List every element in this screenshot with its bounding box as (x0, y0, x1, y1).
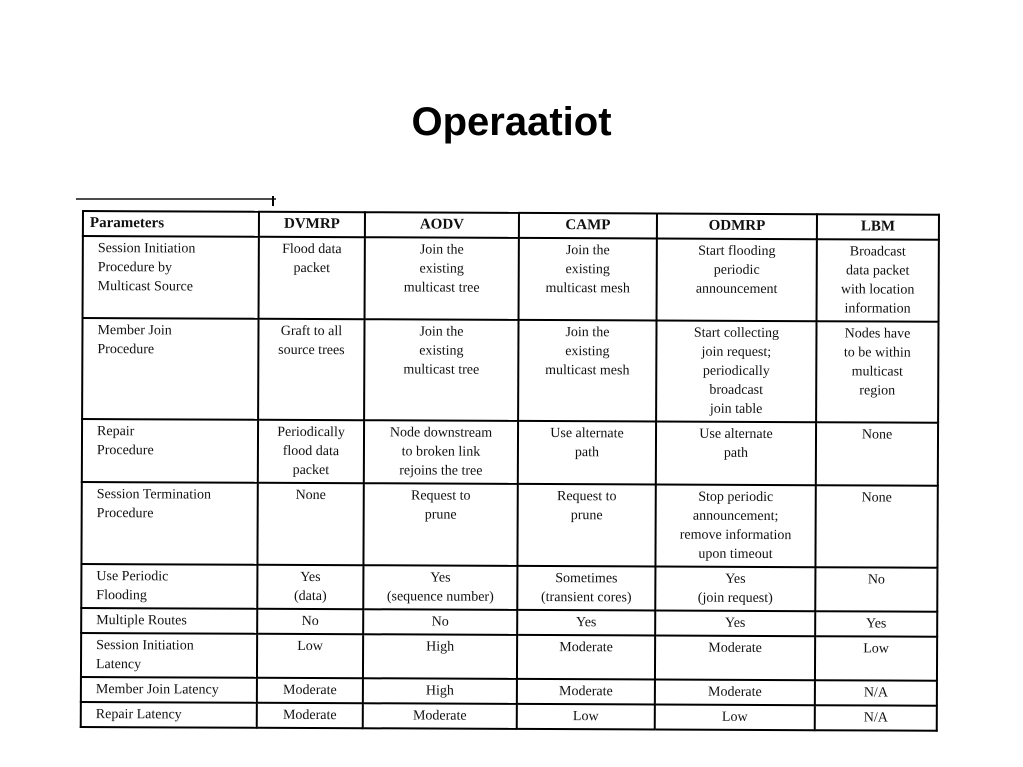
table-row (82, 318, 938, 423)
cell-line: Low (721, 709, 748, 725)
cell-line: broadcast (709, 382, 764, 398)
parameter-line: Session Termination (96, 487, 212, 503)
cell-aodv (363, 678, 517, 704)
table-row (81, 564, 937, 612)
cell-line: No (431, 614, 449, 630)
cell-line: join table (709, 401, 763, 417)
cell-line: Low (572, 709, 599, 725)
header-dvmrp: DVMRP (259, 212, 365, 237)
cell-line: rejoins the tree (399, 463, 483, 479)
header-parameters: Parameters (83, 211, 259, 237)
cell-line: Moderate (708, 640, 762, 656)
cell-line: Join the (419, 242, 464, 258)
parameter-line: Repair (97, 424, 135, 440)
cell-aodv (364, 319, 518, 421)
cell-line: packet (292, 462, 330, 479)
scan-artifact-tick (272, 196, 274, 206)
cell-dvmrp (257, 703, 363, 728)
table-row (81, 633, 937, 681)
parameter-line: Session Initiation (97, 241, 196, 257)
cell-line: multicast tree (403, 362, 480, 378)
header-odmrp: ODMRP (657, 214, 817, 240)
cell-line: Broadcast (849, 244, 906, 260)
cell-line: join request; (701, 344, 772, 361)
header-camp: CAMP (519, 213, 657, 239)
cell-line: Nodes have (844, 326, 911, 342)
parameter-line: Session Initiation (96, 638, 194, 654)
cell-line: Start collecting (693, 325, 780, 342)
cell-line: Use alternate (550, 426, 624, 442)
cell-lbm (815, 485, 937, 568)
parameter-line: Procedure by (97, 260, 173, 276)
parameter-line: Repair Latency (95, 707, 182, 723)
cell-line: to broken link (401, 444, 481, 460)
cell-line: Request to (410, 488, 471, 504)
cell-line: Flood data (282, 241, 342, 258)
cell-line: prune (424, 507, 457, 523)
cell-line: Moderate (559, 684, 613, 700)
parameter-line: Procedure (96, 506, 154, 522)
cell-line: Yes (725, 571, 746, 587)
cell-camp (518, 320, 656, 422)
cell-lbm (817, 239, 939, 322)
cell-lbm (815, 705, 937, 731)
cell-dvmrp (257, 678, 363, 703)
cell-dvmrp (257, 609, 363, 634)
cell-line: Sometimes (555, 571, 618, 587)
cell-line: N/A (863, 710, 888, 726)
row-parameter (81, 564, 257, 609)
cell-line: Low (863, 641, 889, 657)
cell-dvmrp (258, 319, 364, 420)
header-row (83, 211, 939, 240)
parameter-line: Procedure (96, 443, 154, 459)
parameter-line: Procedure (97, 342, 155, 358)
row-parameter (81, 702, 257, 728)
cell-line: upon timeout (698, 546, 773, 563)
table-row (81, 702, 937, 731)
cell-camp (517, 635, 655, 680)
cell-line: High (425, 683, 454, 699)
cell-line: Moderate (559, 640, 613, 656)
cell-odmrp (655, 485, 815, 568)
parameter-line: Latency (95, 657, 142, 673)
cell-aodv (363, 565, 517, 610)
cell-line: None (861, 490, 892, 506)
cell-line: information (844, 301, 911, 317)
cell-line: Graft to all (280, 323, 343, 340)
table-row (83, 236, 939, 322)
table-row (81, 608, 937, 637)
cell-line: to be within (843, 345, 911, 361)
cell-line: Yes (300, 569, 321, 586)
cell-line: prune (570, 508, 603, 524)
cell-lbm (816, 321, 938, 423)
cell-line: existing (419, 261, 464, 277)
header-lbm: LBM (817, 214, 939, 240)
cell-camp (517, 610, 655, 636)
cell-line: Stop periodic (698, 489, 774, 506)
cell-camp (518, 421, 656, 485)
cell-line: with location (840, 282, 915, 298)
cell-line: packet (293, 260, 331, 277)
cell-lbm (815, 611, 937, 637)
cell-line: None (861, 427, 893, 443)
cell-aodv (363, 609, 517, 635)
cell-line: Start flooding (698, 243, 776, 260)
cell-aodv (363, 634, 517, 679)
cell-line: path (723, 445, 749, 461)
cell-line: Node downstream (389, 425, 493, 441)
parameter-line: Multiple Routes (96, 613, 187, 629)
cell-line: Low (297, 638, 323, 655)
cell-odmrp (656, 321, 816, 423)
cell-dvmrp (257, 634, 363, 678)
parameter-line: Member Join (97, 323, 172, 339)
parameter-line: Use Periodic (96, 569, 169, 585)
cell-dvmrp (258, 420, 364, 483)
cell-aodv (363, 703, 517, 729)
row-parameter (81, 633, 257, 678)
cell-camp (519, 238, 657, 321)
cell-lbm (815, 680, 937, 706)
cell-line: Moderate (412, 708, 467, 724)
cell-line: N/A (863, 685, 888, 701)
cell-line: (data) (293, 588, 327, 605)
cell-line: Yes (865, 616, 887, 632)
cell-line: Join the (565, 243, 610, 259)
parameter-line: Flooding (96, 588, 147, 604)
cell-line: path (574, 445, 600, 461)
cell-line: None (295, 487, 326, 504)
cell-camp (517, 484, 655, 567)
cell-line: Yes (430, 570, 451, 586)
parameter-line: Member Join Latency (95, 682, 219, 698)
row-parameter (82, 318, 258, 420)
cell-line: flood data (282, 443, 340, 460)
cell-camp (517, 704, 655, 730)
cell-line: source trees (278, 342, 345, 359)
cell-lbm (816, 422, 938, 486)
header-aodv: AODV (365, 212, 519, 238)
cell-camp (517, 566, 655, 611)
cell-line: existing (565, 262, 610, 278)
cell-line: Yes (575, 615, 597, 631)
cell-odmrp (656, 422, 816, 486)
cell-lbm (815, 567, 937, 612)
cell-line: No (867, 572, 885, 588)
cell-line: multicast mesh (545, 281, 630, 297)
row-parameter (82, 419, 258, 483)
cell-line: Use alternate (699, 426, 773, 443)
cell-line: existing (565, 344, 610, 360)
cell-dvmrp (257, 565, 363, 609)
comparison-table (80, 210, 940, 732)
row-parameter (81, 677, 257, 703)
cell-camp (517, 679, 655, 705)
parameter-line: Multicast Source (97, 279, 193, 295)
table-row (81, 677, 937, 706)
row-parameter (81, 608, 257, 634)
cell-odmrp (655, 636, 815, 681)
cell-line: Yes (724, 615, 746, 631)
cell-dvmrp (259, 237, 365, 319)
cell-line: existing (419, 343, 464, 359)
cell-line: periodic (713, 262, 760, 278)
cell-line: No (301, 613, 319, 630)
cell-line: Request to (556, 489, 617, 505)
cell-odmrp (657, 239, 817, 322)
cell-aodv (364, 420, 518, 484)
cell-line: multicast tree (403, 280, 480, 296)
cell-line: periodically (702, 363, 770, 380)
cell-dvmrp (257, 483, 363, 565)
cell-line: remove information (679, 527, 792, 544)
cell-line: (join request) (697, 590, 773, 607)
cell-line: Moderate (708, 684, 762, 700)
cell-line: High (426, 639, 455, 655)
cell-line: announcement (695, 281, 778, 298)
cell-line: Moderate (282, 707, 337, 724)
cell-aodv (363, 483, 517, 566)
cell-line: announcement; (692, 508, 779, 525)
cell-line: Join the (565, 325, 610, 341)
cell-odmrp (655, 680, 815, 706)
cell-odmrp (655, 611, 815, 637)
table-row (81, 482, 937, 568)
row-parameter (83, 236, 259, 319)
cell-line: (transient cores) (540, 590, 632, 606)
cell-aodv (365, 237, 519, 320)
cell-lbm (815, 636, 937, 681)
cell-line: Periodically (277, 424, 345, 441)
table-row (82, 419, 938, 486)
slide-title: Operaatiot (411, 100, 612, 144)
cell-odmrp (655, 567, 815, 612)
cell-line: Join the (419, 324, 464, 340)
cell-line: multicast (851, 364, 903, 380)
row-parameter (81, 482, 257, 565)
cell-line: region (859, 383, 896, 399)
cell-line: multicast mesh (545, 363, 630, 379)
cell-line: (sequence number) (386, 589, 494, 605)
cell-odmrp (655, 705, 815, 731)
cell-line: Moderate (283, 682, 337, 699)
cell-line: data packet (846, 263, 910, 279)
